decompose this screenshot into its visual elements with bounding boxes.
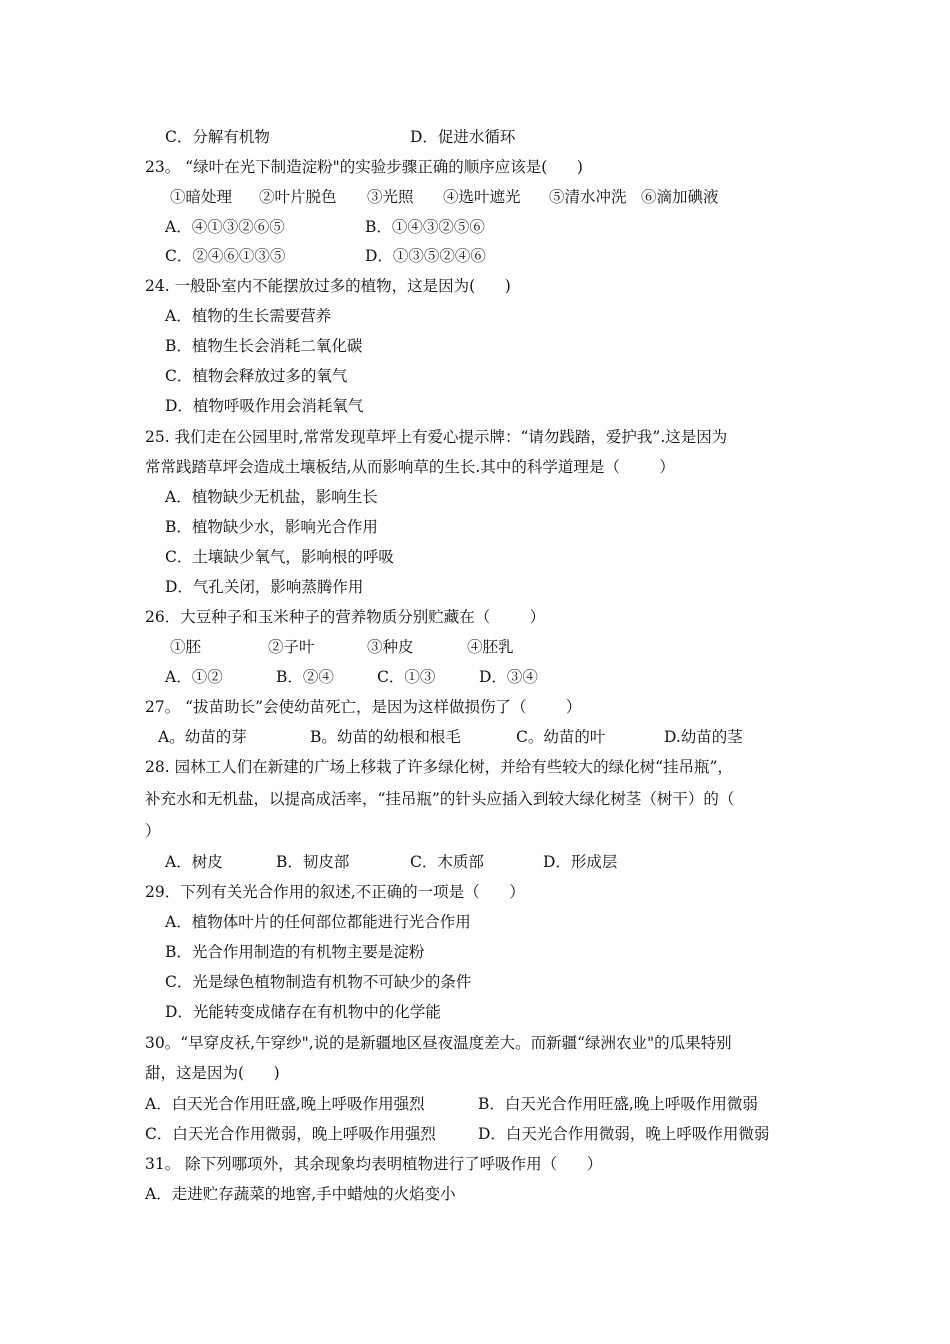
q27-option: A。幼苗的芽 bbox=[158, 728, 247, 746]
q28-stem-end: ） bbox=[145, 822, 161, 840]
q27-option: C。幼苗的叶 bbox=[516, 728, 606, 746]
q23-step: ①暗处理 bbox=[170, 188, 233, 206]
q31-option-a: A．走进贮存蔬菜的地窖,手中蜡烛的火焰变小 bbox=[145, 1185, 456, 1203]
q27-option: B。幼苗的幼根和根毛 bbox=[310, 728, 461, 746]
q24-option: A．植物的生长需要营养 bbox=[165, 307, 332, 325]
q26-option: B．②④ bbox=[276, 668, 334, 686]
q22-option-d: D．促进水循环 bbox=[410, 128, 516, 146]
q25-option: B．植物缺少水，影响光合作用 bbox=[165, 518, 378, 536]
q23-option-a: A．④①③②⑥⑤ bbox=[165, 218, 285, 236]
q23-step: ④选叶遮光 bbox=[443, 188, 521, 206]
q29-stem: 29．下列有关光合作用的叙述,不正确的一项是（ ） bbox=[145, 883, 525, 901]
q24-option: D．植物呼吸作用会消耗氧气 bbox=[165, 397, 364, 415]
q23-step: ⑤清水冲洗 bbox=[549, 188, 627, 206]
q28-option: B．韧皮部 bbox=[276, 853, 350, 871]
q31-stem: 31。 除下列哪项外，其余现象均表明植物进行了呼吸作用（ ） bbox=[145, 1155, 603, 1173]
q26-part: ②子叶 bbox=[268, 638, 315, 656]
q23-stem: 23。 “绿叶在光下制造淀粉"的实验步骤正确的顺序应该是( ) bbox=[145, 158, 583, 176]
q29-option: B．光合作用制造的有机物主要是淀粉 bbox=[165, 943, 425, 961]
q27-option: D.幼苗的茎 bbox=[664, 728, 743, 746]
q30-stem: 30。“早穿皮袄,午穿纱",说的是新疆地区昼夜温度差大。而新疆“绿洲农业"的瓜果特别 bbox=[145, 1034, 732, 1052]
q23-step: ⑥滴加碘液 bbox=[641, 188, 719, 206]
q24-stem: 24. 一般卧室内不能摆放过多的植物，这是因为( ) bbox=[145, 277, 511, 295]
q23-option-c: C．②④⑥①③⑤ bbox=[165, 247, 286, 265]
q26-part: ④胚乳 bbox=[467, 638, 514, 656]
q26-option: A．①② bbox=[165, 668, 223, 686]
q25-option: A．植物缺少无机盐，影响生长 bbox=[165, 488, 378, 506]
q23-step: ②叶片脱色 bbox=[259, 188, 337, 206]
q30-option-c: C．白天光合作用微弱，晚上呼吸作用强烈 bbox=[145, 1125, 436, 1143]
q28-option: A．树皮 bbox=[165, 853, 223, 871]
q26-option: C．①③ bbox=[377, 668, 436, 686]
q29-option: A．植物体叶片的任何部位都能进行光合作用 bbox=[165, 913, 471, 931]
q28-stem: 28. 园林工人们在新建的广场上移栽了许多绿化树，并给有些较大的绿化树“挂吊瓶”， bbox=[145, 758, 733, 776]
q23-option-d: D．①③⑤②④⑥ bbox=[365, 247, 486, 265]
q29-option: D．光能转变成储存在有机物中的化学能 bbox=[165, 1003, 441, 1021]
q24-option: B．植物生长会消耗二氧化碳 bbox=[165, 337, 363, 355]
q26-stem: 26．大豆种子和玉米种子的营养物质分别贮藏在（ ） bbox=[145, 608, 546, 626]
q30-option-d: D．白天光合作用微弱，晚上呼吸作用微弱 bbox=[478, 1125, 770, 1143]
q26-part: ③种皮 bbox=[367, 638, 414, 656]
q29-option: C．光是绿色植物制造有机物不可缺少的条件 bbox=[165, 973, 472, 991]
q27-stem: 27。 “拔苗助长”会使幼苗死亡，是因为这样做损伤了（ ） bbox=[145, 698, 582, 716]
q22-option-c: C．分解有机物 bbox=[165, 128, 270, 146]
q23-option-b: B．①④③②⑤⑥ bbox=[365, 218, 485, 236]
q23-step: ③光照 bbox=[367, 188, 414, 206]
q30-option-a: A．白天光合作用旺盛,晚上呼吸作用强烈 bbox=[145, 1095, 425, 1113]
q28-stem-cont: 补充水和无机盐，以提高成活率，“挂吊瓶”的针头应插入到较大绿化树茎（树干）的（ bbox=[145, 790, 735, 808]
q26-option: D．③④ bbox=[479, 668, 538, 686]
q26-part: ①胚 bbox=[170, 638, 202, 656]
q24-option: C．植物会释放过多的氧气 bbox=[165, 367, 348, 385]
q30-stem-cont: 甜，这是因为( ) bbox=[145, 1064, 280, 1082]
q25-option: C．土壤缺少氧气，影响根的呼吸 bbox=[165, 548, 394, 566]
q28-option: C．木质部 bbox=[410, 853, 484, 871]
q30-option-b: B．白天光合作用旺盛,晚上呼吸作用微弱 bbox=[478, 1095, 758, 1113]
q28-option: D．形成层 bbox=[543, 853, 618, 871]
q25-stem: 25. 我们走在公园里时,常常发现草坪上有爱心提示牌：“请勿践踏，爱护我”.这是因为 bbox=[145, 428, 728, 446]
q25-option: D．气孔关闭，影响蒸腾作用 bbox=[165, 578, 364, 596]
q25-stem-cont: 常常践踏草坪会造成土壤板结,从而影响草的生长.其中的科学道理是（ ） bbox=[145, 458, 675, 476]
